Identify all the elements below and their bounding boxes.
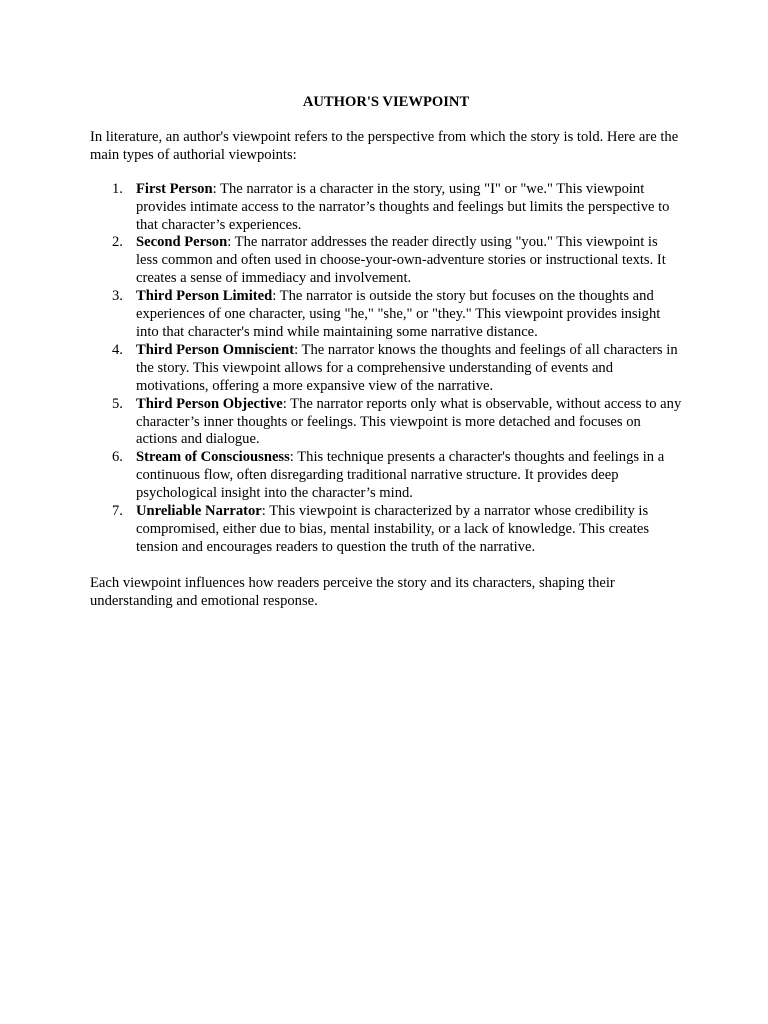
viewpoint-description: : The narrator is a character in the story, using "I" or "we." This viewpoint provides intimate access to the narrator’s thoughts and feelings but limits the perspective to that character’s experiences. <box>136 180 670 233</box>
viewpoint-term: Second Person <box>136 234 228 251</box>
viewpoint-description: : The narrator is outside the story but focuses on the thoughts and experiences of one character, using "he," "she," or "they." This viewpoint provides insight into that character's mind while maintaining some narrative distance. <box>136 288 661 340</box>
list-item <box>90 396 682 450</box>
list-number: 2. <box>112 234 123 251</box>
viewpoint-term: Unreliable Narrator <box>136 503 262 520</box>
viewpoint-description: : This viewpoint is characterized by a narrator whose credibility is compromised, either due to bias, mental instability, or a lack of knowledge. This creates tension and encourages readers to question the truth of the narrative. <box>136 503 650 555</box>
closing-paragraph: Each viewpoint influences how readers perceive the story and its characters, shaping their understanding and emotional response. <box>90 574 615 609</box>
list-number: 6. <box>112 449 123 466</box>
viewpoint-description: : The narrator knows the thoughts and feelings of all characters in the story. This viewpoint allows for a comprehensive understanding of events and motivations, offering a more expansive view of the narrative. <box>136 341 678 394</box>
viewpoint-description: : The narrator addresses the reader directly using "you." This viewpoint is less common and often used in choose-your-own-adventure stories or instructional texts. It creates a sense of immediacy and involvement. <box>136 234 666 287</box>
list-number: 5. <box>112 395 123 412</box>
list-item <box>90 449 682 503</box>
list-item <box>90 181 682 235</box>
viewpoint-term: Third Person Omniscient <box>136 341 295 358</box>
list-number: 4. <box>112 341 123 358</box>
list-item <box>90 234 682 288</box>
list-number: 7. <box>112 503 123 520</box>
document-title: AUTHOR'S VIEWPOINT <box>302 94 470 110</box>
list-item <box>90 342 682 396</box>
viewpoint-term: Stream of Consciousness <box>136 449 290 466</box>
viewpoint-term: Third Person Limited <box>136 288 273 305</box>
list-item <box>90 503 682 557</box>
viewpoint-description: : This technique presents a character's thoughts and feelings in a continuous flow, often disregarding traditional narrative structure. It provides deep psychological insight into the character’s mind. <box>136 449 665 502</box>
list-number: 1. <box>112 180 123 197</box>
intro-paragraph: In literature, an author's viewpoint refers to the perspective from which the story is told. Here are the main types of authorial viewpoints: <box>90 128 679 163</box>
viewpoint-list <box>90 181 682 557</box>
viewpoint-term: First Person <box>136 180 213 197</box>
list-number: 3. <box>112 288 123 305</box>
document-page <box>90 94 682 611</box>
viewpoint-description: : The narrator reports only what is observable, without access to any character’s inner thoughts or feelings. This viewpoint is more detached and focuses on actions and dialogue. <box>136 395 682 448</box>
list-item <box>90 288 682 342</box>
viewpoint-term: Third Person Objective <box>136 395 283 412</box>
